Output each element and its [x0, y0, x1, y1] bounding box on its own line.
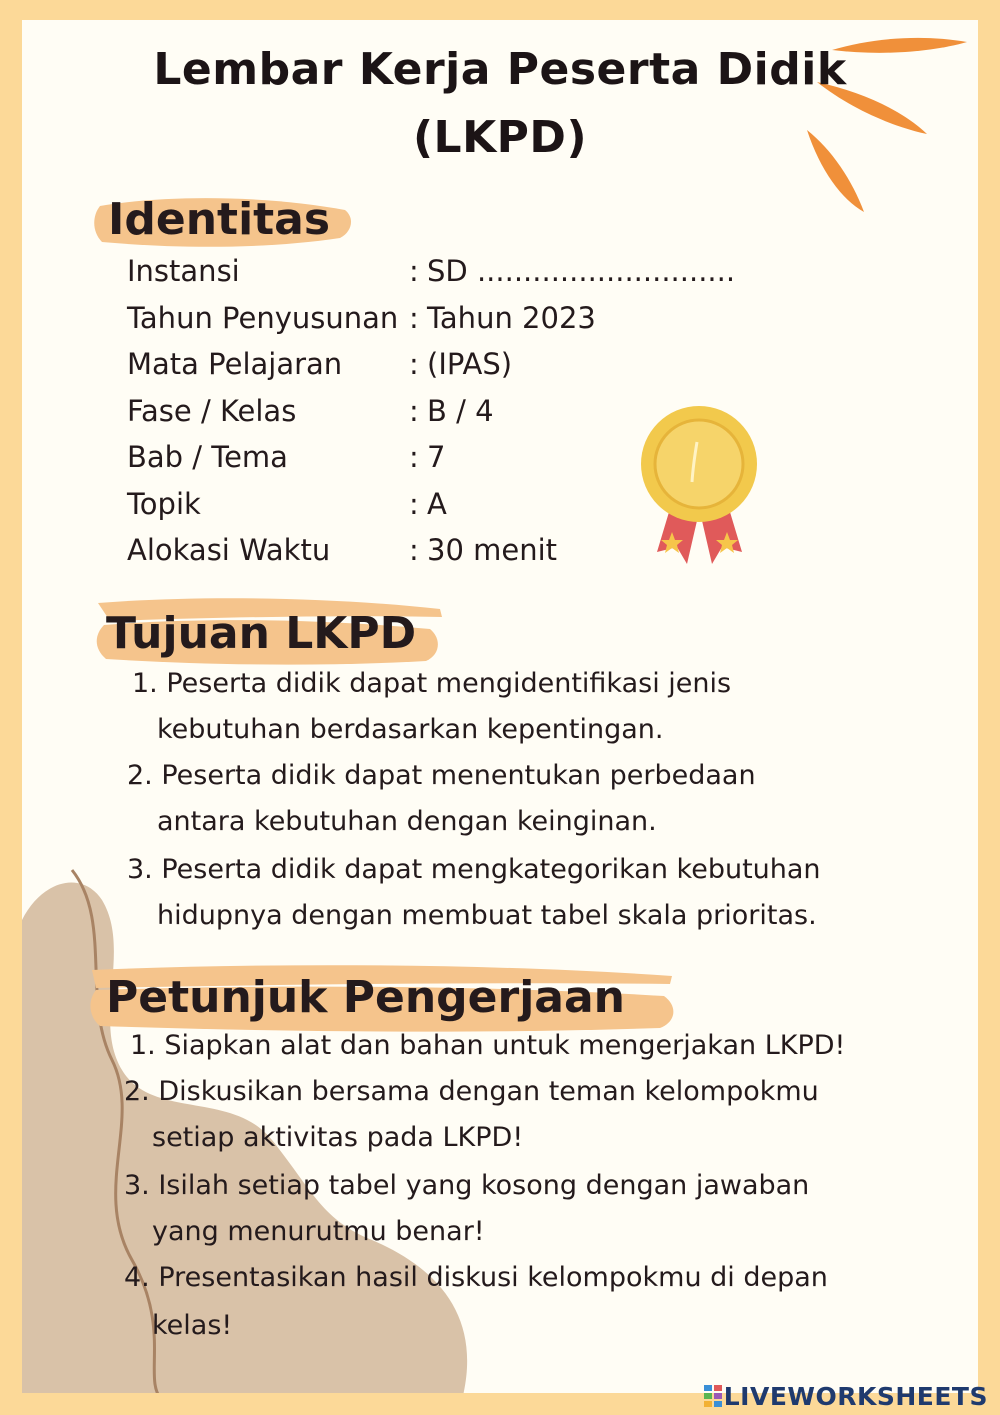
petunjuk-line: 4. Presentasikan hasil diskusi kelompokmu di depan [124, 1262, 828, 1293]
identitas-colon: : [409, 486, 419, 521]
petunjuk-line: kelas! [152, 1310, 233, 1341]
identitas-colon: : [409, 440, 419, 474]
petunjuk-line: yang menurutmu benar! [152, 1216, 485, 1247]
identitas-colon: : [409, 300, 419, 335]
page-subtitle: (LKPD) [412, 112, 588, 163]
identitas-label: Topik [127, 486, 201, 521]
identitas-label: Instansi [127, 254, 240, 288]
identitas-value: Tahun 2023 [427, 300, 596, 335]
medal-icon [637, 402, 762, 572]
tujuan-line: 2. Peserta didik dapat menentukan perbedaan [127, 760, 756, 791]
identitas-label: Mata Pelajaran [127, 347, 343, 381]
identitas-colon: : [409, 347, 419, 381]
liveworksheets-brand[interactable] [704, 1382, 988, 1411]
petunjuk-line: 2. Diskusikan bersama dengan teman kelompokmu [124, 1076, 819, 1107]
brand-text: LIVEWORKSHEETS [723, 1382, 988, 1411]
identitas-value: (IPAS) [427, 347, 513, 381]
identitas-label: Fase / Kelas [127, 393, 297, 428]
identitas-value: 30 menit [427, 533, 558, 567]
identitas-value: 7 [427, 440, 446, 474]
petunjuk-line: 3. Isilah setiap tabel yang kosong dengan jawaban [124, 1170, 810, 1201]
identitas-label: Bab / Tema [127, 440, 288, 474]
liveworksheets-logo-icon [704, 1384, 722, 1406]
tujuan-line: 1. Peserta didik dapat mengidentifikasi jenis [132, 668, 732, 699]
identitas-heading: Identitas [108, 194, 331, 245]
identitas-value: B / 4 [427, 393, 494, 428]
tujuan-line: 3. Peserta didik dapat mengkategorikan kebutuhan [127, 854, 821, 885]
tujuan-line: hidupnya dengan membuat tabel skala prioritas. [157, 900, 817, 931]
identitas-colon: : [409, 393, 419, 428]
identitas-colon: : [409, 533, 419, 567]
tujuan-line: kebutuhan berdasarkan kepentingan. [157, 714, 664, 745]
tujuan-line: antara kebutuhan dengan keinginan. [157, 806, 657, 837]
petunjuk-line: 1. Siapkan alat dan bahan untuk mengerjakan LKPD! [130, 1030, 846, 1061]
identitas-label: Alokasi Waktu [127, 533, 331, 567]
identitas-value: A [427, 486, 447, 521]
identitas-colon: : [409, 254, 419, 288]
worksheet-page [22, 20, 978, 1393]
tujuan-heading: Tujuan LKPD [106, 608, 417, 659]
petunjuk-line: setiap aktivitas pada LKPD! [152, 1122, 524, 1153]
page-title: Lembar Kerja Peserta Didik [153, 44, 847, 95]
identitas-value: SD ............................ [427, 254, 736, 288]
identitas-label: Tahun Penyusunan [127, 300, 399, 335]
petunjuk-heading: Petunjuk Pengerjaan [106, 972, 625, 1023]
